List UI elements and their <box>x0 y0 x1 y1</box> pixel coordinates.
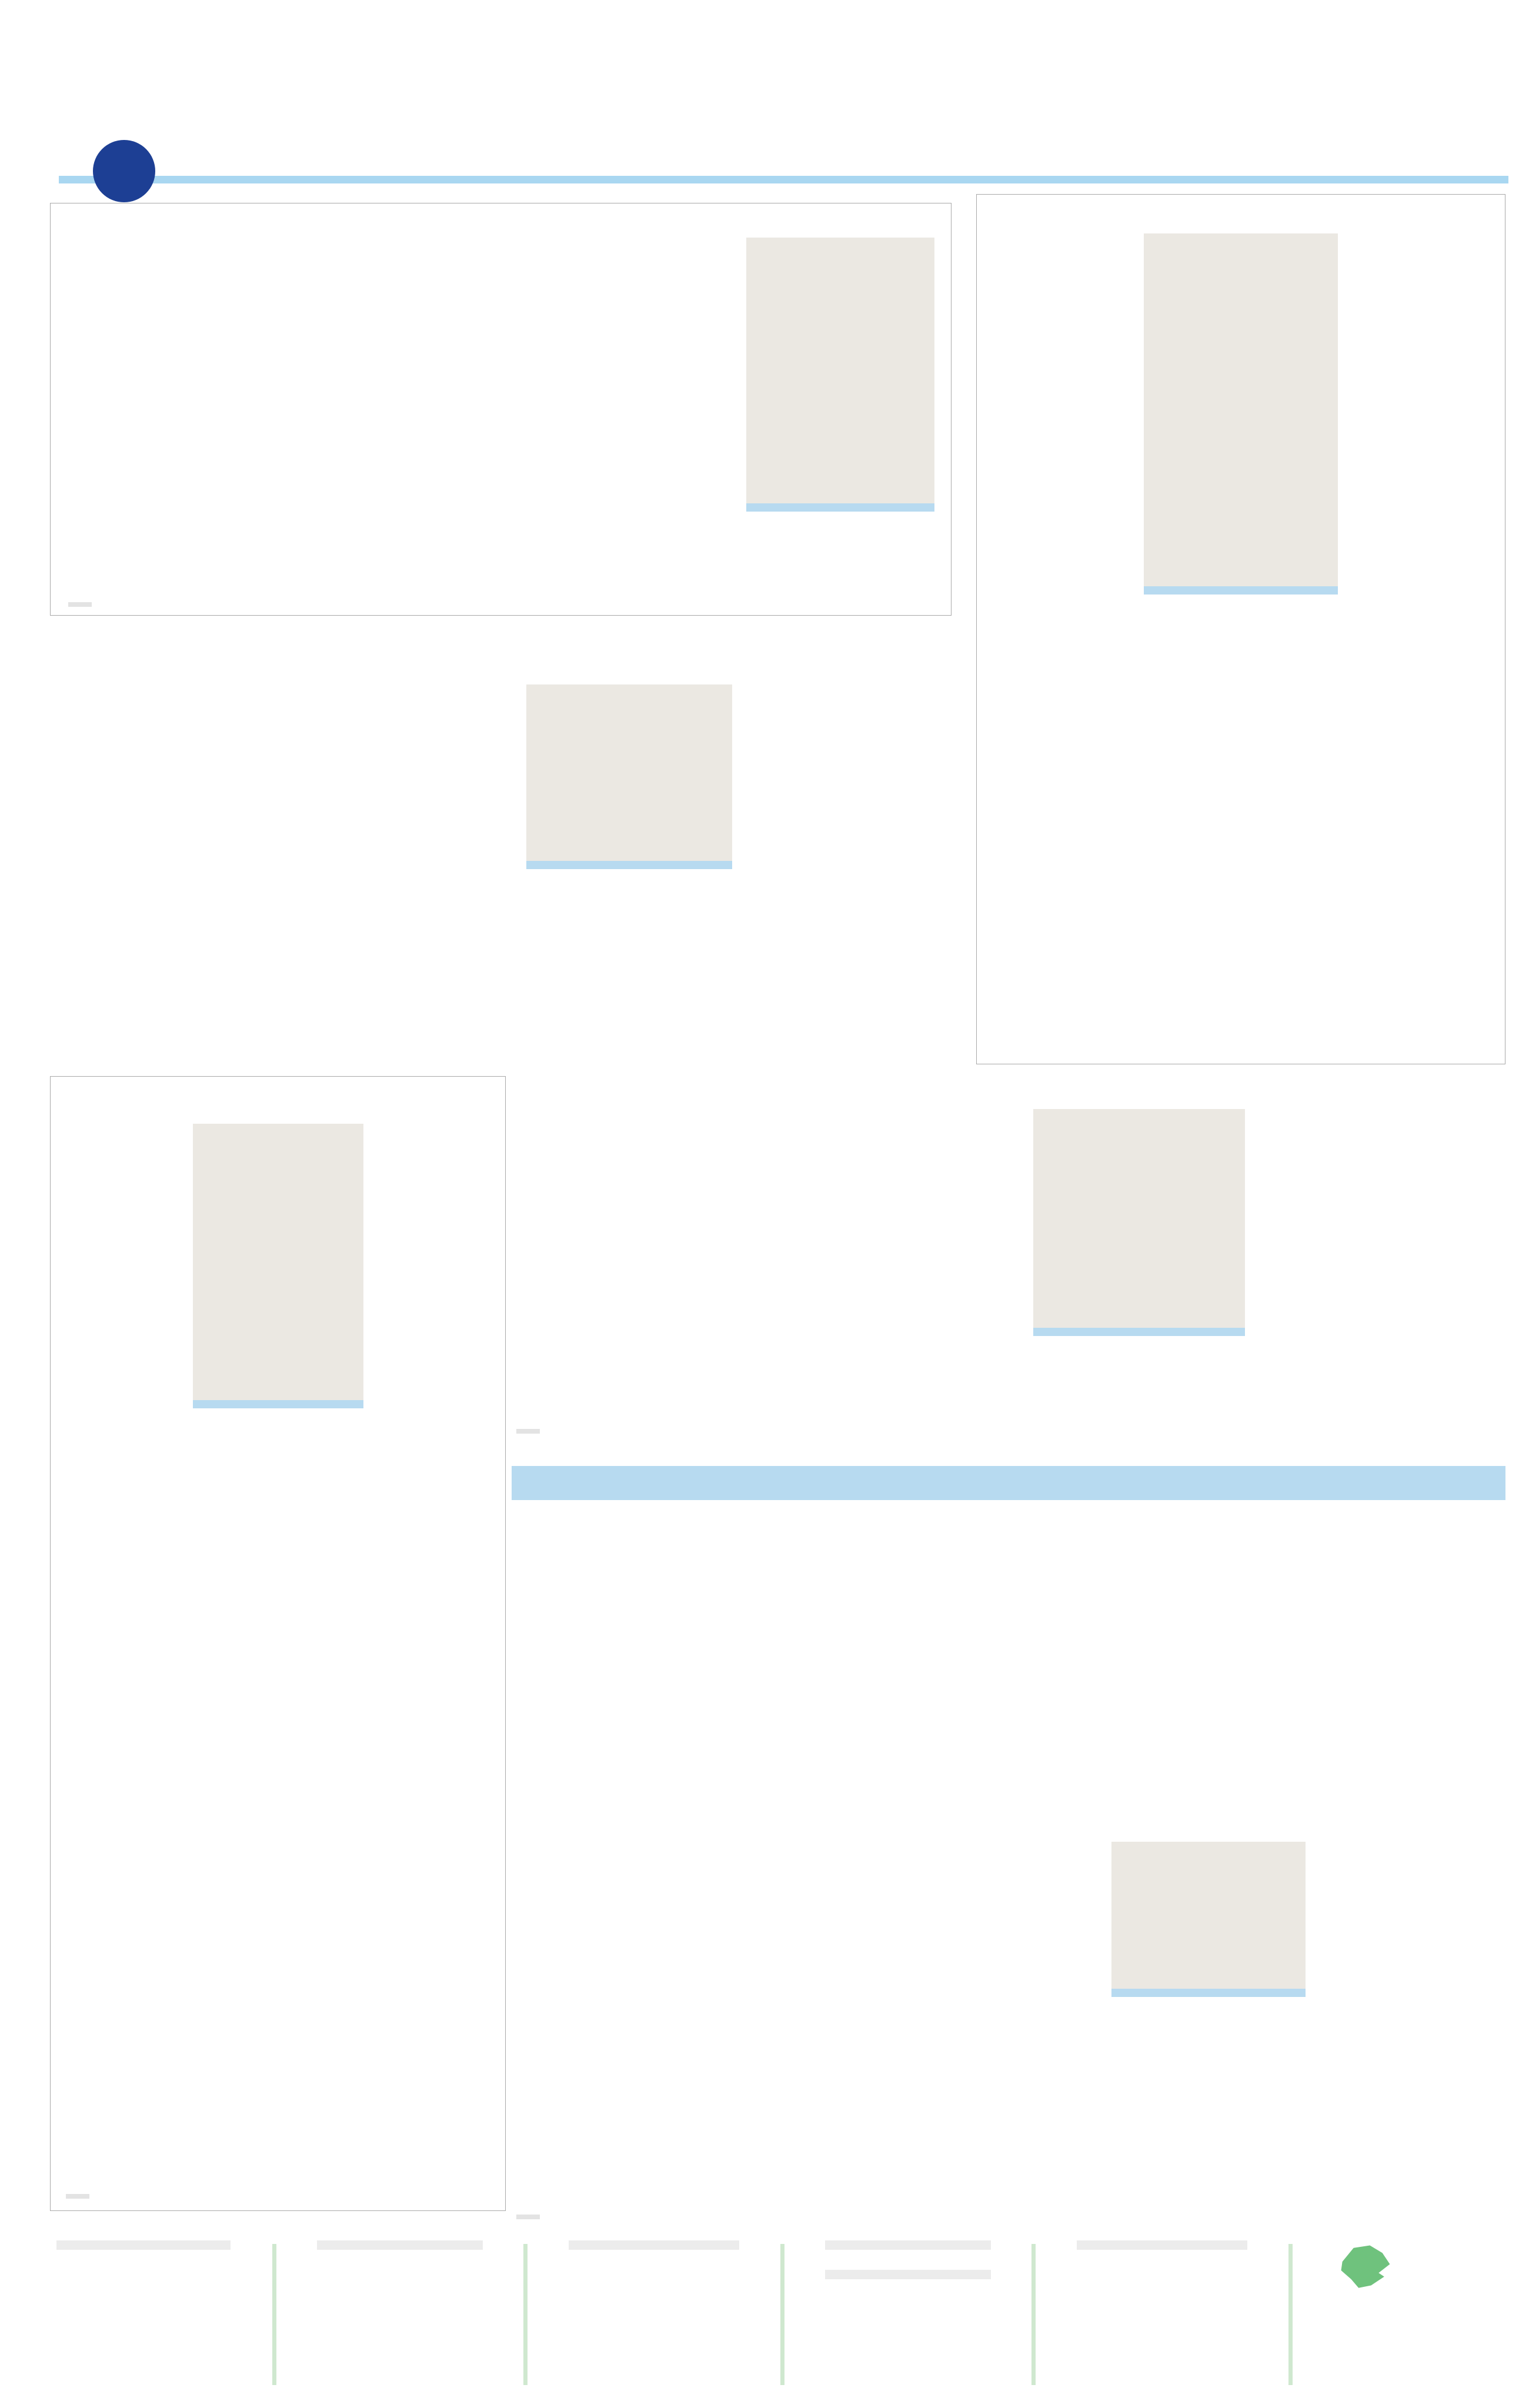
footer-ads-label <box>56 2240 230 2250</box>
article-column <box>992 233 1127 645</box>
twitter-handle <box>68 602 92 607</box>
article-column <box>749 684 970 990</box>
article-continuation <box>65 1469 491 2134</box>
article-column <box>1118 1517 1304 1764</box>
article-column <box>576 238 730 543</box>
footer-switchboard-label <box>317 2240 483 2250</box>
author-caption <box>1111 1989 1306 1997</box>
article-column <box>1354 233 1490 645</box>
footer-divider <box>1031 2244 1036 2385</box>
header-rule <box>59 176 1508 183</box>
article-columns <box>65 1124 491 1453</box>
saudi-map-icon <box>1334 2240 1398 2290</box>
article-umluj-road <box>512 1076 1505 1440</box>
author-photo-block <box>1033 1109 1245 1375</box>
article-column <box>1261 1109 1505 1375</box>
article-travel-season <box>976 194 1505 1064</box>
footer-ads-archive-label <box>825 2270 991 2279</box>
footer-editorial <box>528 2240 780 2270</box>
article-column <box>65 1124 180 1453</box>
twitter-handle <box>66 2194 89 2199</box>
article-columns <box>512 1109 1505 1375</box>
article-health-insurance <box>50 203 952 616</box>
author-caption <box>1144 586 1338 595</box>
article-headline <box>65 1077 491 1103</box>
article-column <box>288 684 510 990</box>
article-headline <box>67 203 934 220</box>
article-columns <box>992 233 1490 645</box>
page-number-badge <box>93 140 155 202</box>
article-continuation <box>992 660 1490 990</box>
author-photo <box>193 1124 363 1400</box>
author-photo-block <box>526 684 732 990</box>
article-column <box>1320 1517 1505 1764</box>
author-photo <box>1111 1842 1306 1989</box>
article-columns <box>50 684 970 990</box>
footer-divider <box>780 2244 784 2385</box>
author-photo <box>1033 1109 1245 1328</box>
article-column <box>714 1517 900 1764</box>
footer-divider <box>272 2244 276 2385</box>
author-photo-block <box>746 238 934 543</box>
article-column <box>912 1842 1095 2153</box>
article-column <box>526 876 732 990</box>
footer-hq-label <box>1077 2240 1247 2250</box>
footer-admin <box>784 2240 1031 2289</box>
article-ivf-child <box>50 1076 506 2211</box>
author-caption <box>746 503 934 512</box>
article-column <box>67 238 221 543</box>
footer-brand <box>1293 2240 1504 2256</box>
article-column <box>512 1842 695 2153</box>
article-headline <box>512 1444 1505 1453</box>
article-column <box>1322 1842 1505 2153</box>
author-caption <box>526 861 732 869</box>
article-small-light <box>512 1817 1505 2223</box>
article-taqtaqa <box>50 624 970 1064</box>
article-columns <box>512 1842 1505 2153</box>
article-column <box>50 684 272 990</box>
article-column <box>1111 2004 1306 2153</box>
footer-divider <box>1288 2244 1293 2385</box>
article-column <box>407 238 560 543</box>
author-caption <box>1033 1328 1245 1336</box>
article-headline <box>512 1817 1505 1823</box>
twitter-handle <box>516 1429 540 1434</box>
twitter-handle <box>516 2215 540 2219</box>
footer-admin-label <box>825 2240 991 2250</box>
author-byline <box>512 1466 1505 1500</box>
article-column <box>916 1517 1101 1764</box>
article-columns <box>512 1517 1505 1764</box>
article-column <box>712 1842 895 2153</box>
article-headline <box>992 195 1490 216</box>
article-headline <box>50 624 970 659</box>
article-columns <box>67 238 934 543</box>
author-caption <box>193 1400 363 1408</box>
footer-ads <box>15 2240 272 2270</box>
author-photo <box>1144 233 1338 586</box>
author-photo <box>526 684 732 861</box>
article-column <box>237 238 390 543</box>
author-photo <box>746 238 934 503</box>
footer <box>0 2235 1519 2408</box>
footer-divider <box>523 2244 528 2385</box>
author-photo-block <box>193 1124 363 1453</box>
article-column <box>376 1124 492 1453</box>
article-investment-minds <box>512 1444 1505 1811</box>
article-column <box>512 1517 697 1764</box>
article-column <box>772 1109 1016 1375</box>
article-headline <box>512 1076 1505 1091</box>
article-column <box>512 1109 756 1375</box>
author-photo-block <box>1144 233 1338 645</box>
footer-editorial-label <box>569 2240 739 2250</box>
footer-switchboard <box>276 2240 523 2270</box>
footer-hq <box>1036 2240 1288 2270</box>
author-photo-block <box>1111 1842 1306 2153</box>
